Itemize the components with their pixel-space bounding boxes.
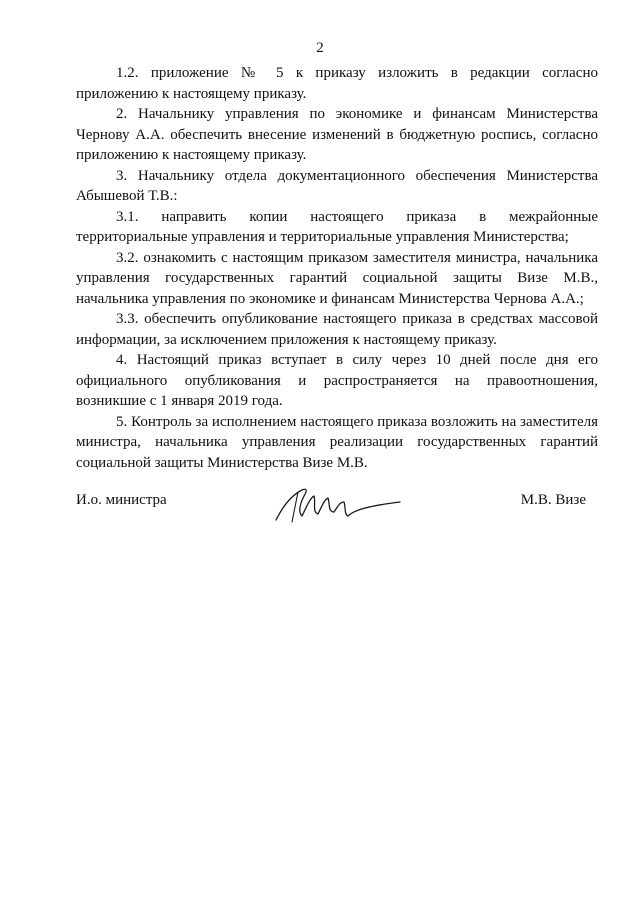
paragraph-3-3: 3.3. обеспечить опубликование настоящего приказа в средствах массовой информации, за исключением приложения к настоящему приказу. xyxy=(76,311,598,348)
paragraph-3: 3. Начальнику отдела документационного обеспечения Министерства Абышевой Т.В.: xyxy=(76,167,598,204)
paragraph-5: 5. Контроль за исполнением настоящего приказа возложить на заместителя министра, начальника управления реализации государственных гарантий социальной защиты Министерства Визе М.В. xyxy=(76,413,598,471)
document-body xyxy=(76,63,598,473)
paragraph-1-2: 1.2. приложение № 5 к приказу изложить в редакции согласно приложению к настоящему приказу. xyxy=(76,65,598,102)
paragraph-2: 2. Начальнику управления по экономике и финансам Министерства Чернову А.А. обеспечить внесение изменений в бюджетную роспись, согласно приложению к настоящему приказу. xyxy=(76,106,598,163)
paragraph-3-1: 3.1. направить копии настоящего приказа в межрайонные территориальные управления и территориальные управления Министерства; xyxy=(76,208,598,245)
handwritten-signature xyxy=(268,482,408,526)
signatory-position: И.о. министра xyxy=(76,492,167,508)
page-number: 2 xyxy=(316,40,324,56)
paragraph-3-2: 3.2. ознакомить с настоящим приказом заместителя министра, начальника управления государственных гарантий социальной защиты Визе М.В., начальника управления по экономике и финансам Министерства Чернова А.А.; xyxy=(76,249,598,307)
paragraph-4: 4. Настоящий приказ вступает в силу через 10 дней после дня его официального опубликования и распространяется на правоотношения, возникшие с 1 января 2019 года. xyxy=(76,352,598,409)
signature-block xyxy=(76,482,598,522)
signatory-name: М.В. Визе xyxy=(520,492,586,508)
